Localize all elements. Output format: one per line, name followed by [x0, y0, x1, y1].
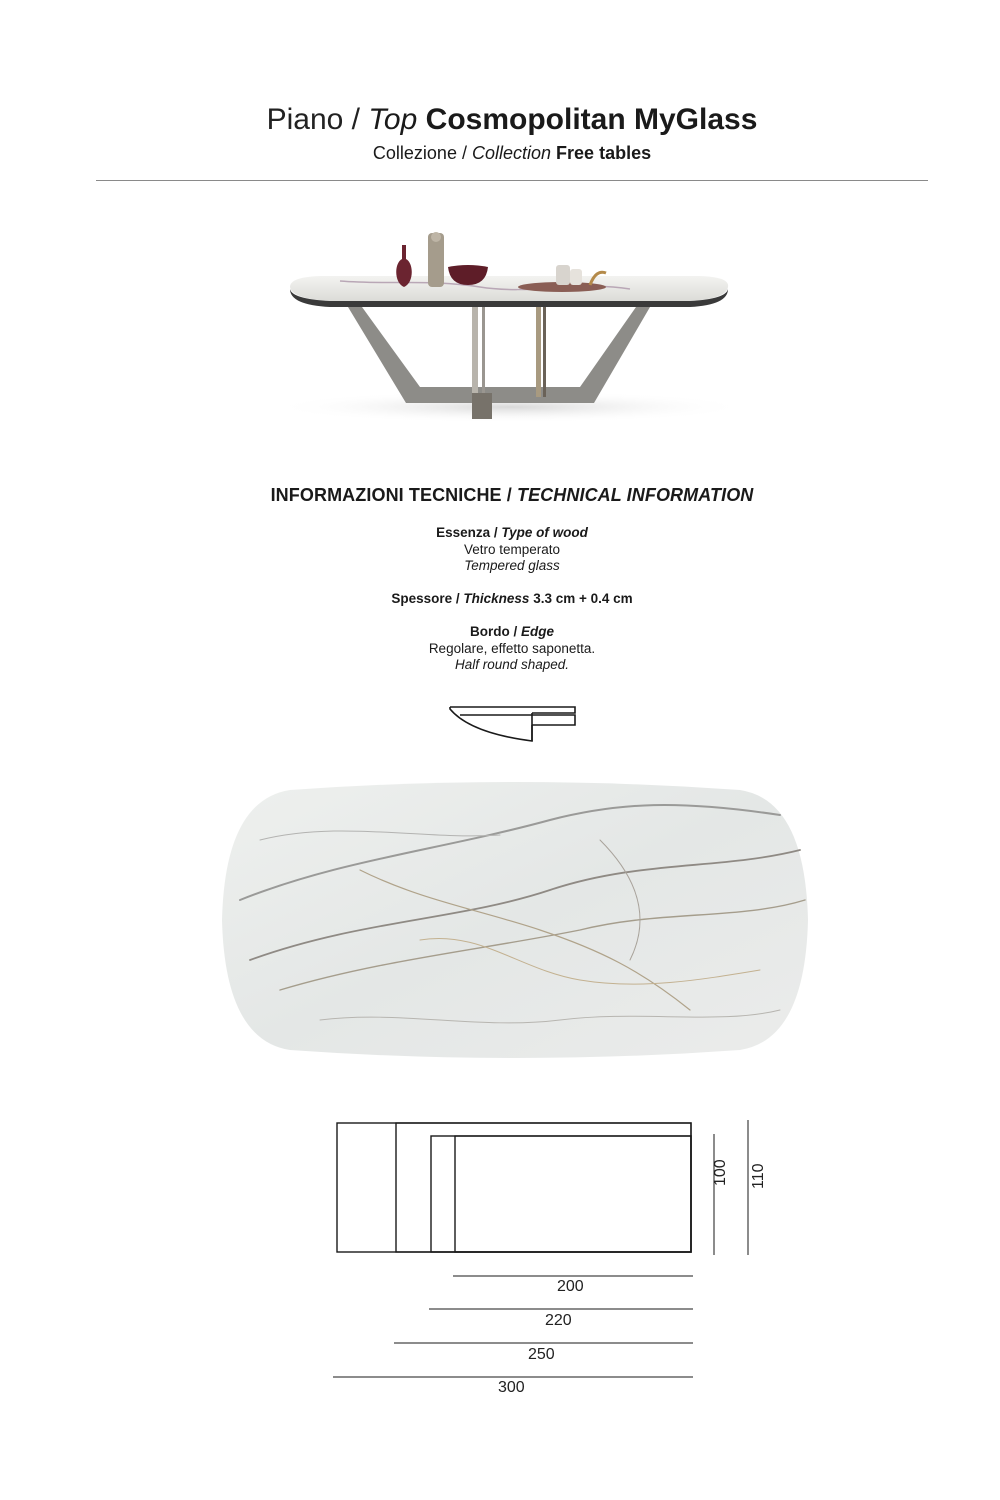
- header-divider: [96, 180, 928, 181]
- title-prefix-italic: Top: [368, 103, 418, 136]
- edge-profile-drawing: [440, 695, 585, 750]
- title-prefix: Piano /: [266, 103, 361, 136]
- outline-200: [455, 1136, 691, 1252]
- wood-value-it: Vetro temperato: [463, 541, 561, 557]
- edge-spec: [0, 624, 1000, 674]
- dimension-width-110: 110: [750, 1163, 767, 1189]
- marble-top-view: [220, 780, 810, 1060]
- outline-220: [431, 1136, 691, 1252]
- wood-spec: [0, 525, 1000, 575]
- dimension-width-100: 100: [712, 1159, 729, 1186]
- collection-subtitle: [0, 141, 1000, 165]
- wood-label-it: Essenza /: [436, 525, 498, 540]
- outline-300: [337, 1123, 691, 1252]
- technical-heading: [0, 485, 1000, 506]
- outline-250: [396, 1123, 691, 1252]
- edge-value-en: Half round shaped.: [454, 657, 570, 672]
- subtitle-prefix-italic: Collection: [471, 143, 552, 163]
- width-lines: [714, 1120, 748, 1255]
- subtitle-prefix: Collezione /: [372, 143, 467, 163]
- wood-label: [0, 525, 1000, 542]
- thickness-value: 3.3 cm + 0.4 cm: [533, 591, 633, 606]
- thickness-spec: [0, 591, 1000, 608]
- table-photo: [250, 215, 770, 445]
- dimension-length-220: 220: [545, 1312, 572, 1329]
- edge-value-it: Regolare, effetto saponetta.: [428, 640, 596, 656]
- product-name: Cosmopolitan MyGlass: [425, 103, 758, 136]
- dimension-length-300: 300: [498, 1379, 525, 1396]
- technical-heading-en: TECHNICAL INFORMATION: [516, 485, 754, 505]
- edge-label: [0, 624, 1000, 641]
- collection-name: Free tables: [556, 143, 652, 163]
- dimension-length-250: 250: [528, 1346, 555, 1363]
- edge-label-it: Bordo /: [469, 624, 518, 639]
- technical-heading-it: INFORMAZIONI TECNICHE /: [270, 485, 512, 505]
- wood-value-en: Tempered glass: [464, 558, 560, 573]
- edge-label-en: Edge: [521, 624, 555, 639]
- thickness-label-it: Spessore /: [391, 591, 460, 606]
- page-title: [0, 100, 1000, 140]
- dimension-length-200: 200: [557, 1278, 584, 1295]
- thickness-label-en: Thickness: [463, 591, 530, 606]
- wood-label-en: Type of wood: [501, 525, 588, 540]
- length-lines: [333, 1276, 693, 1377]
- dimensions-drawing: [320, 1110, 780, 1420]
